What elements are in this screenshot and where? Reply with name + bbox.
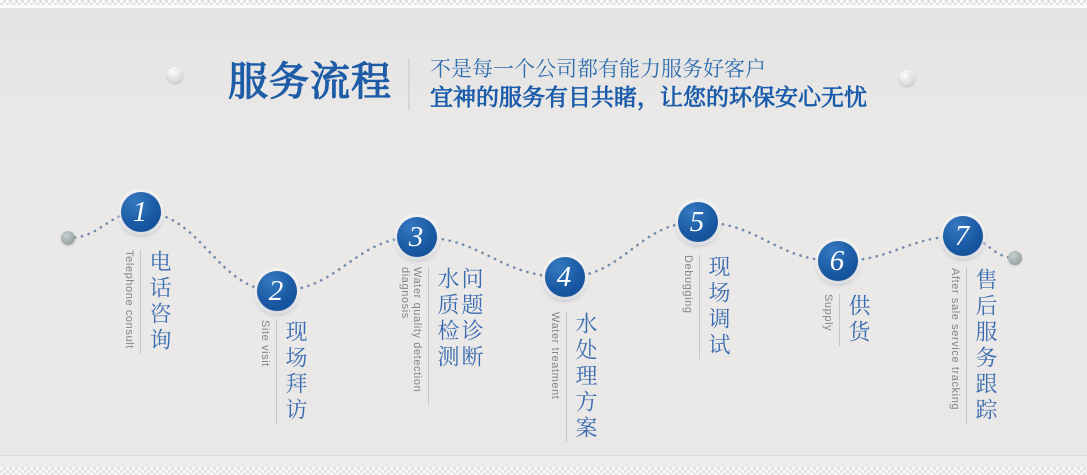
step-label-site-visit [259, 320, 307, 424]
label-divider [276, 320, 277, 424]
step-label-en: Water quality detection diagnosis [399, 267, 423, 393]
path-end-dot [1008, 251, 1022, 265]
label-divider [140, 250, 141, 354]
step-label-zh-col: 电话咨询 [147, 250, 172, 354]
step-number: 3 [408, 220, 424, 253]
step-number: 1 [132, 195, 148, 228]
page-title: 服务流程 [228, 60, 392, 104]
step-circle-7 [943, 216, 983, 256]
step-label-en: Supply [822, 294, 834, 332]
step-label-en: Debugging [682, 255, 694, 314]
step-label-zh [846, 294, 870, 346]
label-divider [428, 267, 429, 405]
step-label-zh-col: 水质检测 [435, 267, 460, 371]
step-label-zh-col: 问题诊断 [459, 267, 484, 371]
label-divider [839, 294, 840, 346]
step-number: 2 [268, 274, 284, 307]
step-circle-5 [678, 202, 718, 242]
subtitle-line1: 不是每一个公司都有能力服务好客户 [430, 58, 766, 81]
step-circle-6 [818, 241, 858, 281]
step-label-zh-col: 现场拜访 [283, 320, 308, 424]
step-circle-4 [545, 257, 585, 297]
step-circle-3 [397, 217, 437, 257]
step-label-zh [147, 250, 171, 354]
subtitle-line2: 宜神的服务有目共睹，让您的环保安心无忧 [430, 84, 867, 110]
step-label-zh-col: 水处理方案 [573, 312, 598, 442]
step-label-debugging [682, 255, 730, 359]
step-label-en: Site visit [259, 320, 271, 367]
step-label-en: After sale service tracking [949, 268, 961, 411]
step-label-zh [283, 320, 307, 424]
path-start-dot [61, 231, 75, 245]
step-label-zh-col: 现场调试 [706, 255, 731, 359]
step-number: 4 [556, 260, 572, 293]
step-label-zh-col: 供货 [846, 294, 871, 346]
step-label-zh [435, 267, 483, 371]
step-label-en: Water treatment [549, 312, 561, 400]
step-label-telephone-consult [123, 250, 171, 354]
label-divider [966, 268, 967, 424]
step-circle-1 [121, 192, 161, 232]
step-number: 5 [689, 205, 705, 238]
step-label-zh-col: 售后服务跟踪 [973, 268, 998, 424]
step-label-en: Telephone consult [123, 250, 135, 349]
step-number: 6 [829, 244, 845, 277]
step-label-supply [822, 294, 870, 346]
step-label-zh [573, 312, 597, 442]
label-divider [566, 312, 567, 442]
step-circle-2 [257, 271, 297, 311]
step-label-zh [706, 255, 730, 359]
step-number: 7 [954, 219, 970, 252]
step-label-water-treatment [549, 312, 597, 442]
step-label-zh [973, 268, 997, 424]
label-divider [699, 255, 700, 359]
step-label-water-quality-detection [399, 267, 483, 405]
step-label-after-sale-service [949, 268, 997, 424]
